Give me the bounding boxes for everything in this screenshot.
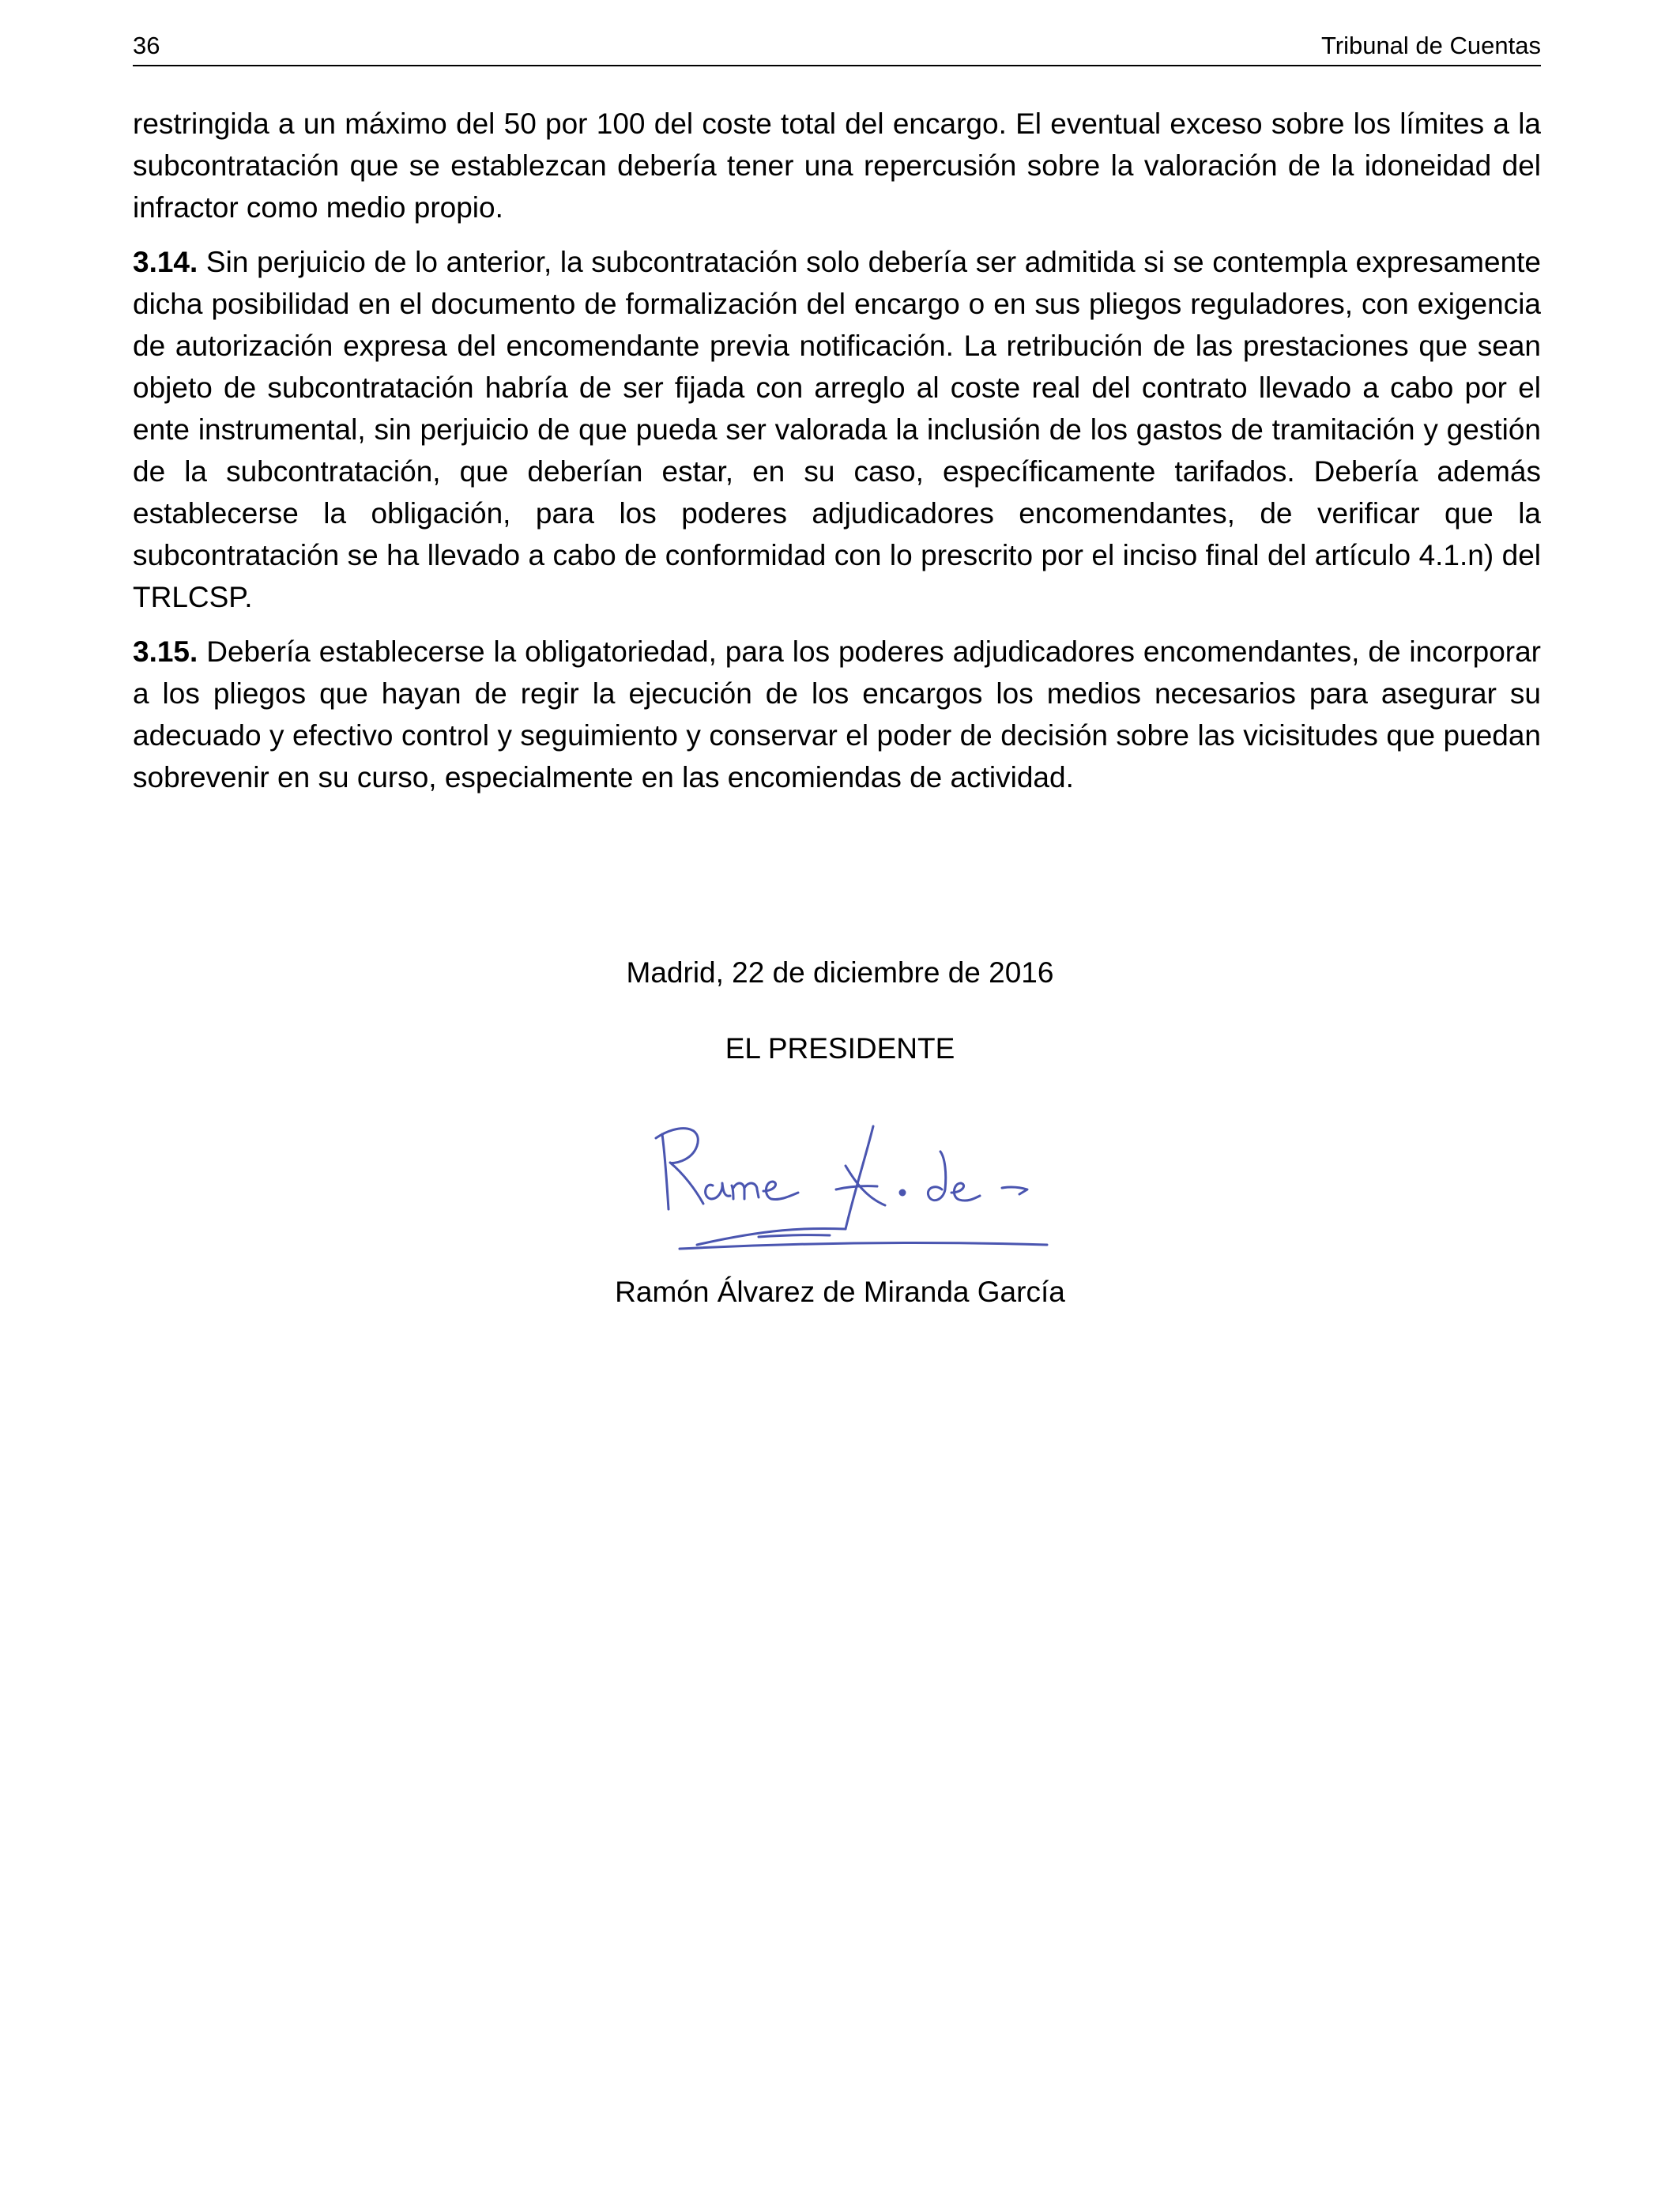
handwritten-signature <box>648 1110 1059 1261</box>
paragraph-number: 3.15. <box>133 635 198 668</box>
page-header <box>133 30 1541 66</box>
signatory-role: EL PRESIDENTE <box>725 1032 955 1065</box>
paragraph-3-14 <box>133 241 1541 618</box>
place-date: Madrid, 22 de diciembre de 2016 <box>626 956 1054 989</box>
paragraph-text: restringida a un máximo del 50 por 100 del coste total del encargo. El eventual exceso sobre los límites a la subcontratación que se establezcan debería tener una repercusión sobre la valoración de la idoneidad del infractor como medio propio. <box>133 107 1541 224</box>
paragraph-text: Sin perjuicio de lo anterior, la subcontratación solo debería ser admitida si se contempla expresamente dicha posibilidad en el documento de formalización del encargo o en sus pliegos reguladores, con exigencia de autorización expresa del encomendante previa notificación. La retribución de las prestaciones que sean objeto de subcontratación habría de ser fijada con arreglo al coste real del contrato llevado a cabo por el ente instrumental, sin perjuicio de que pueda ser valorada la inclusión de los gastos de tramitación y gestión de la subcontratación, que deberían estar, en su caso, específicamente tarifados. Debería además establecerse la obligación, para los poderes adjudicadores encomendantes, de verificar que la subcontratación se ha llevado a cabo de conformidad con lo prescrito por el inciso final del artículo 4.1.n) del TRLCSP. <box>133 246 1541 613</box>
paragraph-continuation <box>133 103 1541 228</box>
paragraph-3-15 <box>133 631 1541 798</box>
paragraph-text: Debería establecerse la obligatoriedad, para los poderes adjudicadores encomendantes, de incorporar a los pliegos que hayan de regir la ejecución de los encargos los medios necesarios para asegurar su adecuado y efectivo control y seguimiento y conservar el poder de decisión sobre las vicisitudes que puedan sobrevenir en su curso, especialmente en las encomiendas de actividad. <box>133 635 1542 794</box>
signer-name: Ramón Álvarez de Miranda García <box>615 1276 1065 1308</box>
document-body <box>133 103 1541 811</box>
page-number: 36 <box>133 32 160 59</box>
paragraph-number: 3.14. <box>133 246 198 278</box>
running-title: Tribunal de Cuentas <box>1320 32 1541 59</box>
